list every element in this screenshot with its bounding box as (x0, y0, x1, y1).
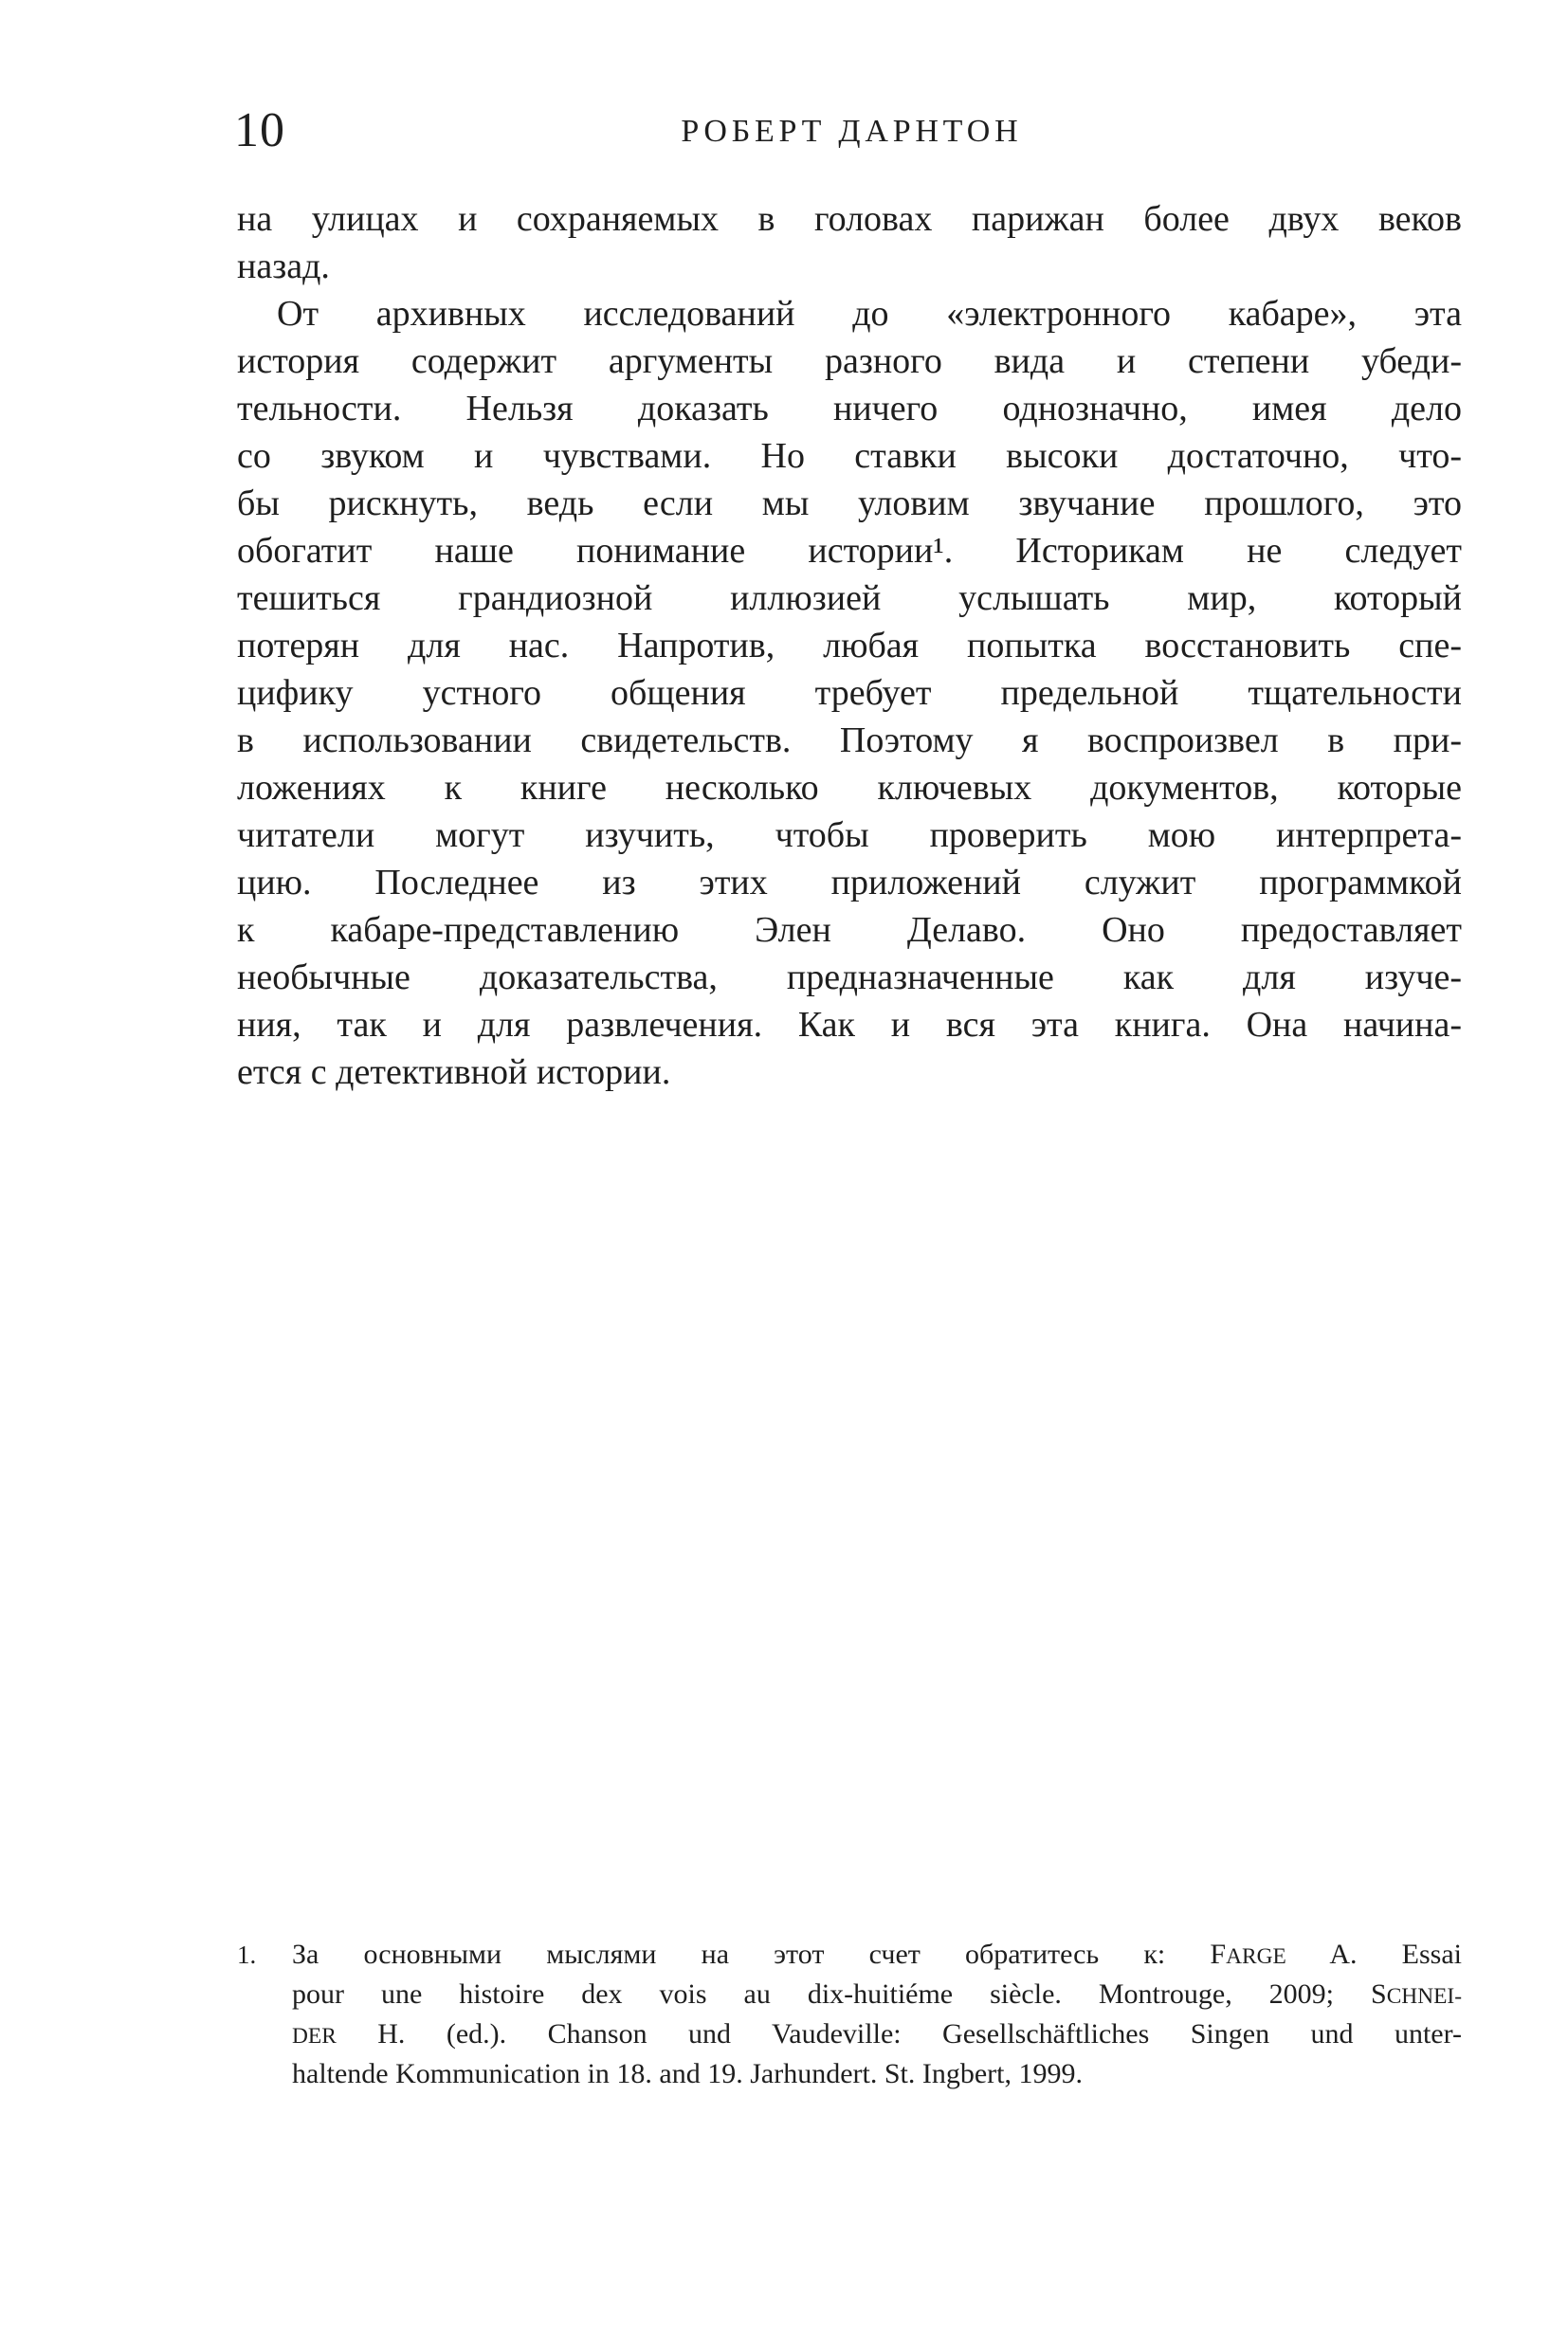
text-line: читатели могут изучить, чтобы проверить мою интерпрета- (237, 815, 1462, 855)
text-line: ния, так и для развлечения. Как и вся эта книга. Она начина- (237, 1005, 1462, 1045)
running-header: РОБЕРТ ДАРНТОН (681, 114, 1023, 149)
smallcaps-name: FARGE (1210, 1939, 1286, 1970)
text-line: тельности. Нельзя доказать ничего однозначно, имея дело (237, 389, 1462, 428)
text-line: цифику устного общения требует предельной тщательности (237, 673, 1462, 713)
smallcaps-name: DER (292, 2024, 337, 2049)
text-line: в использовании свидетельств. Поэтому я воспроизвел в при- (237, 720, 1462, 760)
footnote-lines (237, 1936, 1462, 2093)
text-line: история содержит аргументы разного вида и степени убеди- (237, 341, 1462, 381)
footnote-line: За основными мыслями на этот счет обратитесь к: FARGE A. Essai (292, 1939, 1462, 1970)
text-line: бы рискнуть, ведь если мы уловим звучание прошлого, это (237, 483, 1462, 523)
text-line: ложениях к книге несколько ключевых документов, которые (237, 768, 1462, 808)
smallcaps-name: SCHNEI- (1371, 1978, 1462, 2010)
text-line: обогатит наше понимание истории¹. Историкам не следует (237, 531, 1462, 571)
body-text-block (237, 195, 1462, 1096)
text-line: потерян для нас. Напротив, любая попытка восстановить спе- (237, 626, 1462, 665)
text-line: к кабаре-представлению Элен Делаво. Оно предоставляет (237, 910, 1462, 950)
text-line: ется с детективной истории. (237, 1052, 671, 1092)
text-line: необычные доказательства, предназначенные как для изуче- (237, 957, 1462, 997)
text-line: со звуком и чувствами. Но ставки высоки достаточно, что- (237, 436, 1462, 476)
footnote-line: DER H. (ed.). Chanson und Vaudeville: Gesellschäftliches Singen und unter- (292, 2018, 1462, 2050)
text-line: От архивных исследований до «электронного кабаре», эта (277, 294, 1462, 334)
text-line: назад. (237, 246, 330, 286)
text-line: цию. Последнее из этих приложений служит программкой (237, 863, 1462, 902)
footnote-line: pour une histoire dex vois au dix-huitiéme siècle. Montrouge, 2009; SCHNEI- (292, 1978, 1462, 2010)
footnote (237, 1936, 1462, 2093)
text-line: тешиться грандиозной иллюзией услышать мир, который (237, 578, 1462, 618)
footnote-marker: 1. (237, 1941, 257, 1969)
footnote-line: haltende Kommunication in 18. and 19. Jarhundert. St. Ingbert, 1999. (292, 2058, 1084, 2089)
page-number: 10 (234, 103, 285, 157)
text-line: на улицах и сохраняемых в головах парижан более двух веков (237, 199, 1462, 239)
